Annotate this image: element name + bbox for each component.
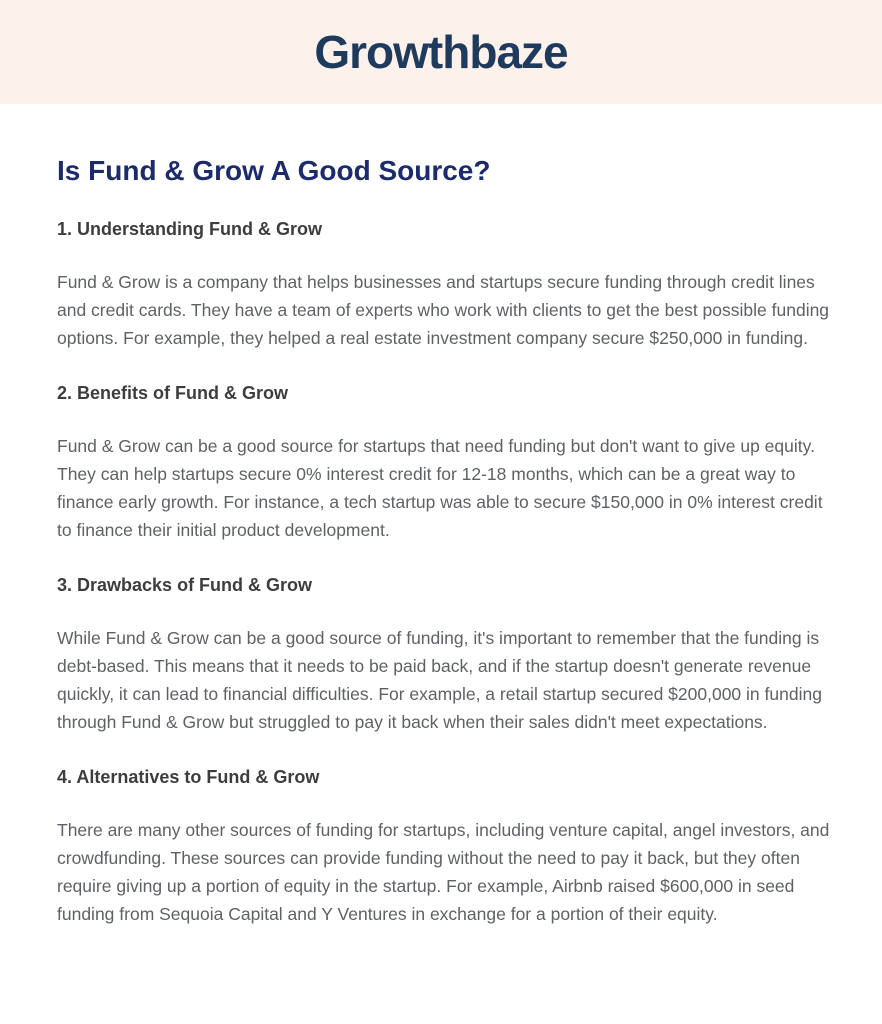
article-content: [57, 154, 833, 928]
article-section: [57, 382, 833, 544]
article-section: [57, 218, 833, 352]
article-section: [57, 574, 833, 736]
section-heading-understanding: 1. Understanding Fund & Grow: [57, 219, 322, 239]
site-logo[interactable]: Growthbaze: [314, 26, 568, 78]
site-header: [0, 0, 882, 104]
section-body-understanding: Fund & Grow is a company that helps businesses and startups secure funding through credit lines and credit cards. They have a team of experts who work with clients to get the best possible funding options. For example, they helped a real estate investment company secure $250,000 in funding.: [57, 272, 830, 348]
page-title: Is Fund & Grow A Good Source?: [57, 155, 491, 186]
section-heading-drawbacks: 3. Drawbacks of Fund & Grow: [57, 575, 313, 595]
section-body-drawbacks: While Fund & Grow can be a good source of funding, it's important to remember that the funding is debt-based. This means that it needs to be paid back, and if the startup doesn't generate revenue quickly, it can lead to financial difficulties. For example, a retail startup secured $200,000 in funding through Fund & Grow but struggled to pay it back when their sales didn't meet expectations.: [57, 628, 822, 732]
section-body-alternatives: There are many other sources of funding for startups, including venture capital, angel investors, and crowdfunding. These sources can provide funding without the need to pay it back, but they often require giving up a portion of equity in the startup. For example, Airbnb raised $600,000 in seed funding from Sequoia Capital and Y Ventures in exchange for a portion of their equity.: [57, 820, 830, 924]
section-heading-benefits: 2. Benefits of Fund & Grow: [57, 383, 289, 403]
article-section: [57, 766, 833, 928]
section-heading-alternatives: 4. Alternatives to Fund & Grow: [57, 767, 320, 787]
section-body-benefits: Fund & Grow can be a good source for startups that need funding but don't want to give up equity. They can help startups secure 0% interest credit for 12-18 months, which can be a great way to finance early growth. For instance, a tech startup was able to secure $150,000 in 0% interest credit to finance their initial product development.: [57, 436, 823, 540]
